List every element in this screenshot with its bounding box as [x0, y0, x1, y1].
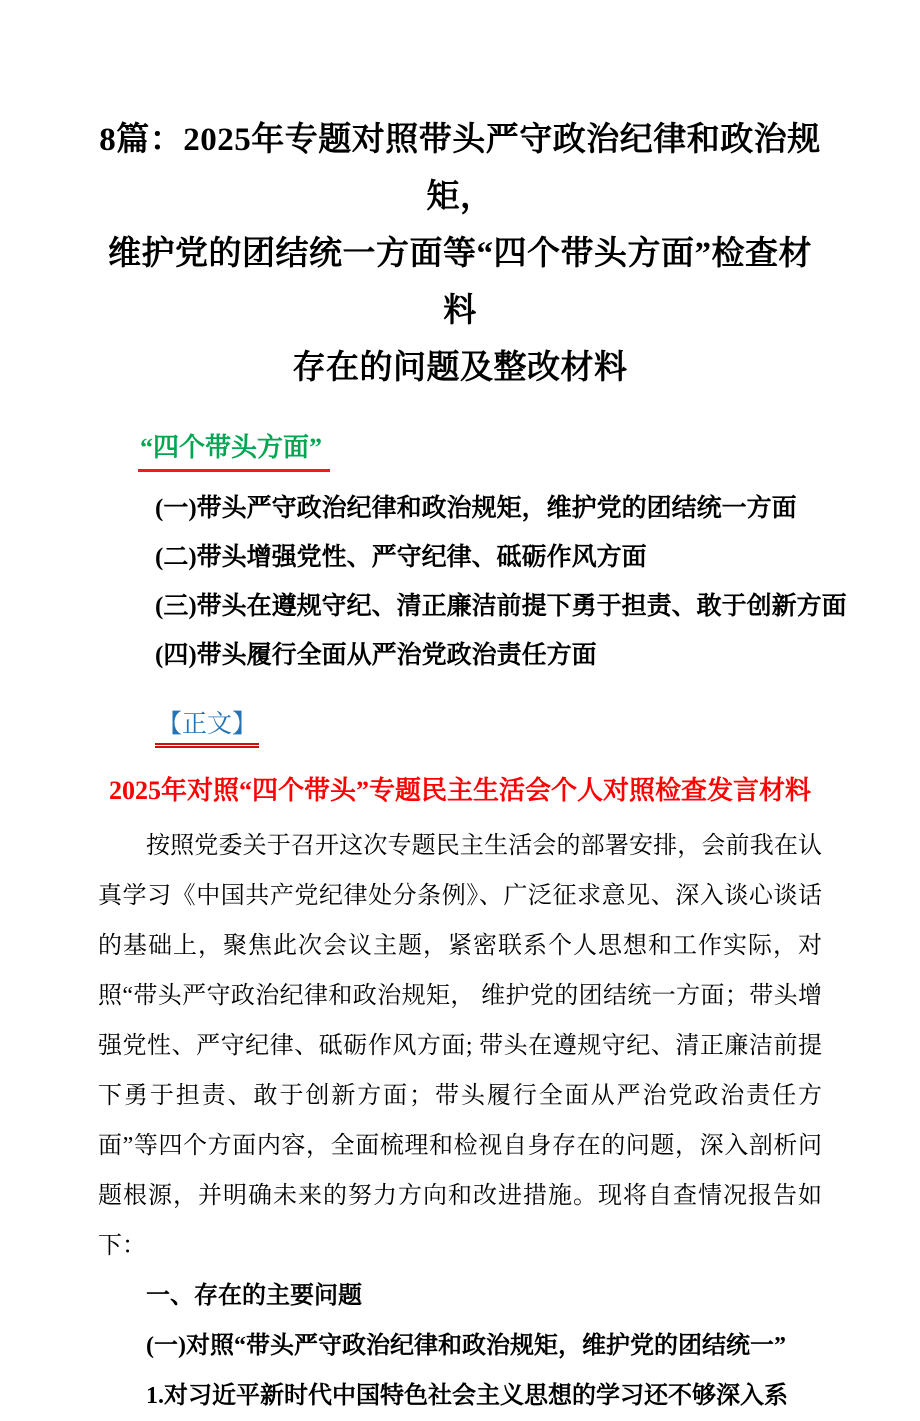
- document-title: [98, 112, 822, 397]
- subsection-heading-1: (一)对照“带头严守政治纪律和政治规矩，维护党的团结统一”: [146, 1333, 786, 1359]
- title-line-1: 8篇：2025年专题对照带头严守政治纪律和政治规矩，: [99, 122, 821, 215]
- zhengwen-label: 【正文】: [155, 704, 259, 748]
- title-line-2: 维护党的团结统一方面等“四个带头方面”检查材料: [108, 236, 812, 329]
- aspect-item-2: (二)带头增强党性、严守纪律、砥砺作风方面: [155, 544, 647, 571]
- four-aspects-heading-wrap: [138, 427, 822, 472]
- problems-section: [98, 1271, 822, 1421]
- aspect-item-3: (三)带头在遵规守纪、清正廉洁前提下勇于担责、敢于创新方面: [155, 593, 847, 620]
- red-subtitle: 2025年对照“四个带头”专题民主生活会个人对照检查发言材料: [108, 776, 811, 805]
- section-heading-main-problems: 一、存在的主要问题: [146, 1283, 362, 1309]
- point-1: 1.对习近平新时代中国特色社会主义思想的学习还不够深入系: [146, 1383, 788, 1409]
- zhengwen-label-wrap: [98, 704, 822, 748]
- aspect-item-1: (一)带头严守政治纪律和政治规矩，维护党的团结统一方面: [155, 495, 797, 522]
- four-aspects-list: [98, 495, 847, 669]
- title-line-3: 存在的问题及整改材料: [292, 350, 628, 386]
- body-paragraph: 按照党委关于召开这次专题民主生活会的部署安排，会前我在认真学习《中国共产党纪律处分条例》、广泛征求意见、深入谈心谈话的基础上，聚焦此次会议主题，紧密联系个人思想和工作实际，对照“带头严守政治纪律和政治规矩， 维护党的团结统一方面；带头增强党性、严守纪律、砥砺作风方面; 带头在遵规守纪、清正廉洁前提下勇于担责、敢于创新方面；带头履行全面从严治党政治责任方面”等四个方面内容，全面梳理和检视自身存在的问题，深入剖析问题根源，并明确未来的努力方向和改进措施。现将自查情况报告如下：: [98, 833, 822, 1259]
- aspect-item-4: (四)带头履行全面从严治党政治责任方面: [155, 642, 597, 669]
- four-aspects-heading: “四个带头方面”: [138, 427, 330, 472]
